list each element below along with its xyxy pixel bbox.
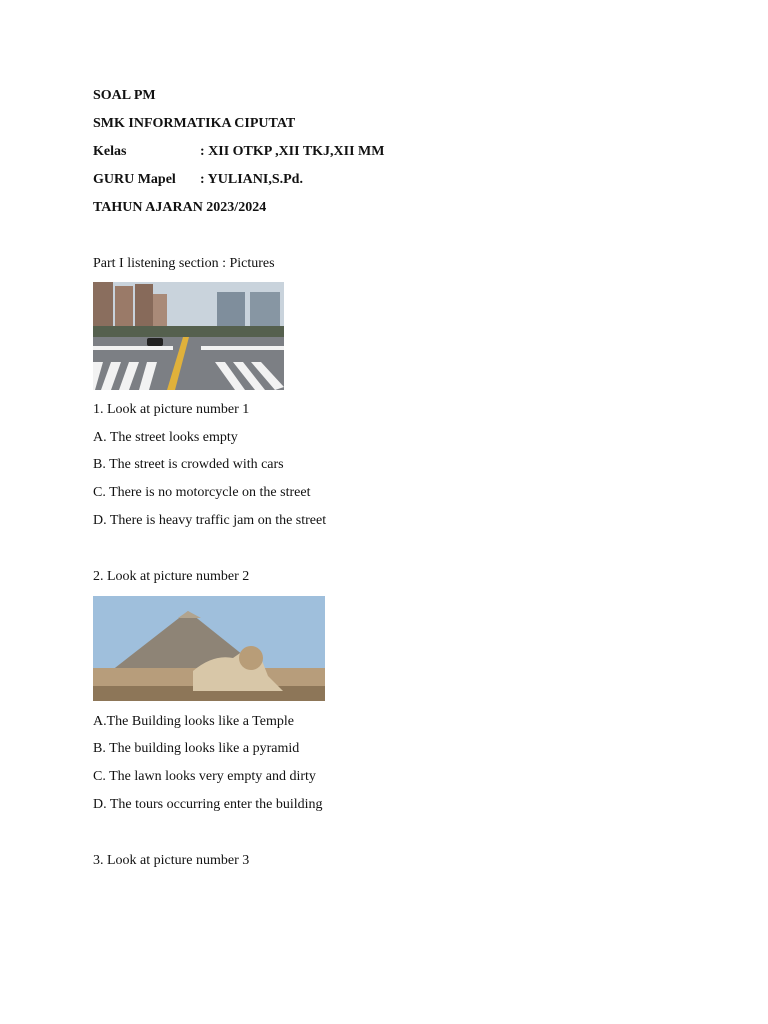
- teacher-row: [93, 171, 493, 189]
- question-2-option-c: C. The lawn looks very empty and dirty: [93, 769, 316, 784]
- school-name: SMK INFORMATIKA CIPUTAT: [93, 116, 296, 131]
- question-2-prompt: 2. Look at picture number 2: [93, 569, 250, 584]
- teacher-value: : YULIANI,S.Pd.: [200, 172, 303, 187]
- question-1-option-a: A. The street looks empty: [93, 430, 238, 445]
- question-1-prompt: 1. Look at picture number 1: [93, 402, 250, 417]
- section-heading: Part I listening section : Pictures: [93, 256, 275, 271]
- picture-2-pyramid-sphinx: [93, 596, 325, 701]
- question-1-option-b: B. The street is crowded with cars: [93, 457, 284, 472]
- class-label: Kelas: [93, 144, 127, 159]
- doc-title: SOAL PM: [93, 88, 156, 103]
- class-row: [93, 143, 493, 161]
- question-1-option-c: C. There is no motorcycle on the street: [93, 485, 311, 500]
- question-2-option-b: B. The building looks like a pyramid: [93, 741, 300, 756]
- class-value: : XII OTKP ,XII TKJ,XII MM: [200, 144, 385, 159]
- question-1-option-d: D. There is heavy traffic jam on the street: [93, 513, 327, 528]
- question-2-option-a: A.The Building looks like a Temple: [93, 714, 294, 729]
- question-3-prompt: 3. Look at picture number 3: [93, 853, 250, 868]
- school-year: TAHUN AJARAN 2023/2024: [93, 200, 267, 215]
- question-2-option-d: D. The tours occurring enter the building: [93, 797, 323, 812]
- teacher-label: GURU Mapel: [93, 172, 176, 187]
- picture-1-empty-street: [93, 282, 284, 390]
